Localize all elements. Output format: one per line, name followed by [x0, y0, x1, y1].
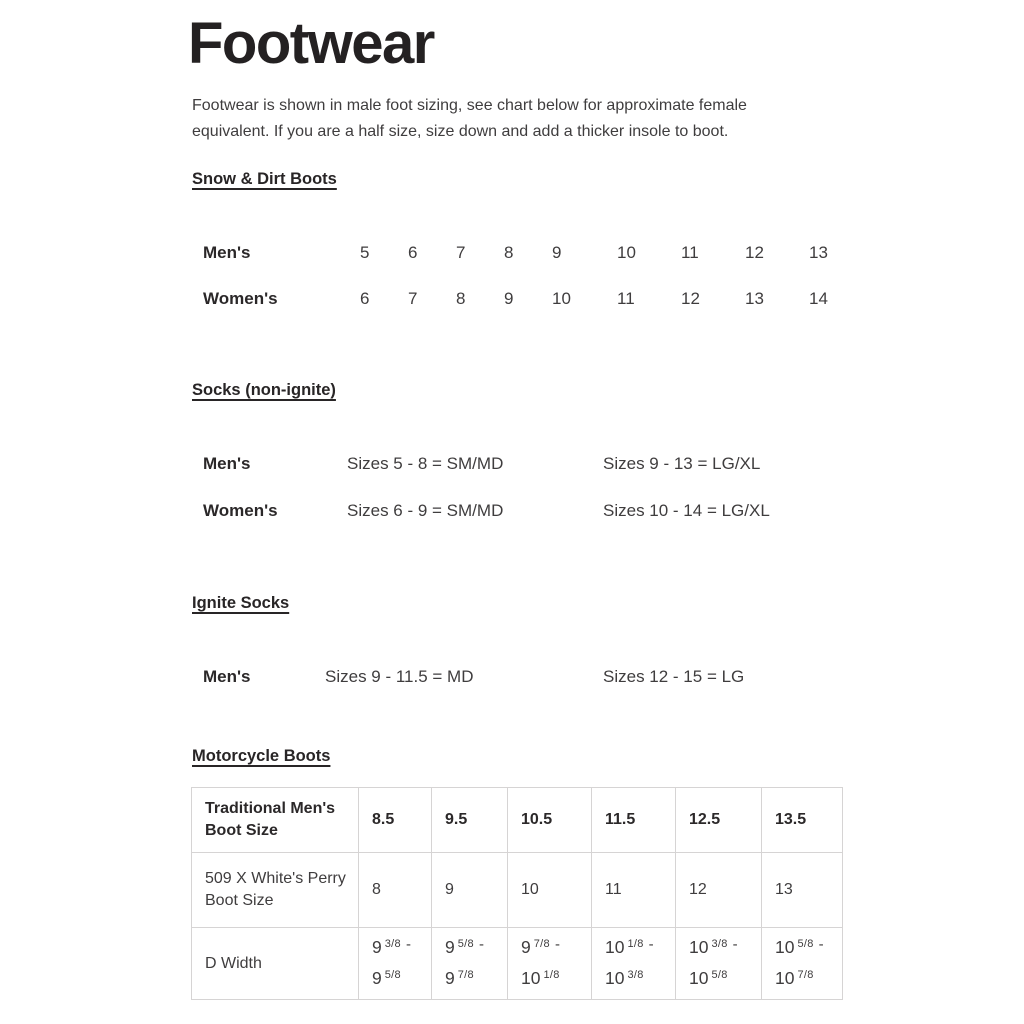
- motorcycle-boots-table: [191, 787, 843, 1000]
- value-cell: 13: [762, 853, 843, 928]
- size-value: 10: [552, 289, 571, 308]
- header-value-cell: 12.5: [676, 788, 762, 853]
- range-from-int: 9: [521, 936, 531, 957]
- table-header-row: [192, 788, 843, 853]
- d-width-range-cell: [676, 928, 762, 1000]
- range-from-int: 10: [689, 936, 709, 957]
- size-value: 14: [809, 289, 828, 308]
- d-width-row: [192, 928, 843, 1000]
- range-to-fraction: 5/8: [711, 968, 728, 981]
- header-value-cell: 13.5: [762, 788, 843, 853]
- header-value-cell: 9.5: [432, 788, 508, 853]
- value-cell: 12: [676, 853, 762, 928]
- heading-ignite-socks: Ignite Socks: [192, 594, 290, 612]
- size-range-small: Sizes 6 - 9 = SM/MD: [347, 501, 504, 520]
- size-value: 7: [408, 289, 418, 308]
- row-label: Men's: [203, 243, 251, 262]
- range-from-int: 9: [372, 936, 382, 957]
- size-value: 12: [745, 243, 764, 262]
- row-label: Men's: [203, 454, 251, 473]
- range-from-int: 9: [445, 936, 455, 957]
- size-value: 12: [681, 289, 700, 308]
- intro-line: equivalent. If you are a half size, size down and add a thicker insole to boot.: [192, 123, 729, 140]
- range-to-fraction: 7/8: [457, 968, 474, 981]
- range-separator: -: [648, 935, 654, 953]
- range-separator: -: [732, 935, 738, 953]
- d-width-range-cell: [359, 928, 432, 1000]
- d-width-range-cell: [592, 928, 676, 1000]
- range-to-fraction: 5/8: [384, 968, 401, 981]
- range-to-int: 10: [605, 967, 625, 988]
- range-separator: -: [818, 935, 824, 953]
- range-from-int: 10: [605, 936, 625, 957]
- range-to-int: 9: [445, 967, 455, 988]
- size-value: 11: [681, 243, 699, 262]
- range-to-fraction: 3/8: [627, 968, 644, 981]
- range-separator: -: [554, 935, 560, 953]
- size-range-small: Sizes 9 - 11.5 = MD: [325, 667, 474, 686]
- row-label-cell: 509 X White's Perry Boot Size: [192, 853, 359, 928]
- size-value: 7: [456, 243, 466, 262]
- range-separator: -: [405, 935, 411, 953]
- range-to-fraction: 7/8: [797, 968, 814, 981]
- row-label-cell: D Width: [192, 928, 359, 1000]
- size-value: 9: [552, 243, 562, 262]
- header-value-cell: 10.5: [508, 788, 592, 853]
- table-header-label: Traditional Men's Boot Size: [192, 788, 359, 853]
- range-to-fraction: 1/8: [543, 968, 560, 981]
- range-to-int: 10: [521, 967, 541, 988]
- d-width-range-cell: [432, 928, 508, 1000]
- row-label: Women's: [203, 501, 278, 520]
- range-to-int: 10: [775, 967, 795, 988]
- range-from-fraction: 1/8: [627, 937, 644, 950]
- intro-text: [192, 93, 852, 145]
- snow-boots-row-mens: [203, 242, 859, 264]
- range-to-int: 9: [372, 967, 382, 988]
- size-value: 6: [360, 289, 370, 308]
- range-separator: -: [478, 935, 484, 953]
- socks-row-womens: [203, 500, 770, 522]
- value-cell: 8: [359, 853, 432, 928]
- size-value: 13: [809, 243, 828, 262]
- row-label: Women's: [203, 289, 278, 308]
- d-width-range-cell: [508, 928, 592, 1000]
- perry-boot-size-row: [192, 853, 843, 928]
- size-value: 10: [617, 243, 636, 262]
- page-title: Footwear: [188, 11, 434, 76]
- heading-socks-non-ignite: Socks (non-ignite): [192, 381, 336, 399]
- range-to-int: 10: [689, 967, 709, 988]
- intro-line: Footwear is shown in male foot sizing, see chart below for approximate female: [192, 97, 747, 114]
- size-range-large: Sizes 10 - 14 = LG/XL: [603, 501, 770, 520]
- size-value: 5: [360, 243, 370, 262]
- heading-motorcycle-boots: Motorcycle Boots: [192, 747, 331, 765]
- header-value-cell: 11.5: [592, 788, 676, 853]
- header-value-cell: 8.5: [359, 788, 432, 853]
- size-value: 8: [456, 289, 466, 308]
- range-from-fraction: 3/8: [711, 937, 728, 950]
- ignite-socks-row-mens: [203, 666, 744, 688]
- size-value: 13: [745, 289, 764, 308]
- range-from-int: 10: [775, 936, 795, 957]
- value-cell: 11: [592, 853, 676, 928]
- heading-snow-dirt-boots: Snow & Dirt Boots: [192, 170, 337, 188]
- row-label: Men's: [203, 667, 251, 686]
- size-value: 6: [408, 243, 418, 262]
- snow-boots-row-womens: [203, 288, 859, 310]
- size-value: 8: [504, 243, 514, 262]
- d-width-range-cell: [762, 928, 843, 1000]
- size-range-large: Sizes 12 - 15 = LG: [603, 667, 745, 686]
- range-from-fraction: 3/8: [384, 937, 401, 950]
- size-range-large: Sizes 9 - 13 = LG/XL: [603, 454, 761, 473]
- range-from-fraction: 7/8: [533, 937, 550, 950]
- size-value: 9: [504, 289, 514, 308]
- range-from-fraction: 5/8: [797, 937, 814, 950]
- value-cell: 9: [432, 853, 508, 928]
- size-range-small: Sizes 5 - 8 = SM/MD: [347, 454, 504, 473]
- size-value: 11: [617, 289, 635, 308]
- socks-row-mens: [203, 453, 760, 475]
- value-cell: 10: [508, 853, 592, 928]
- range-from-fraction: 5/8: [457, 937, 474, 950]
